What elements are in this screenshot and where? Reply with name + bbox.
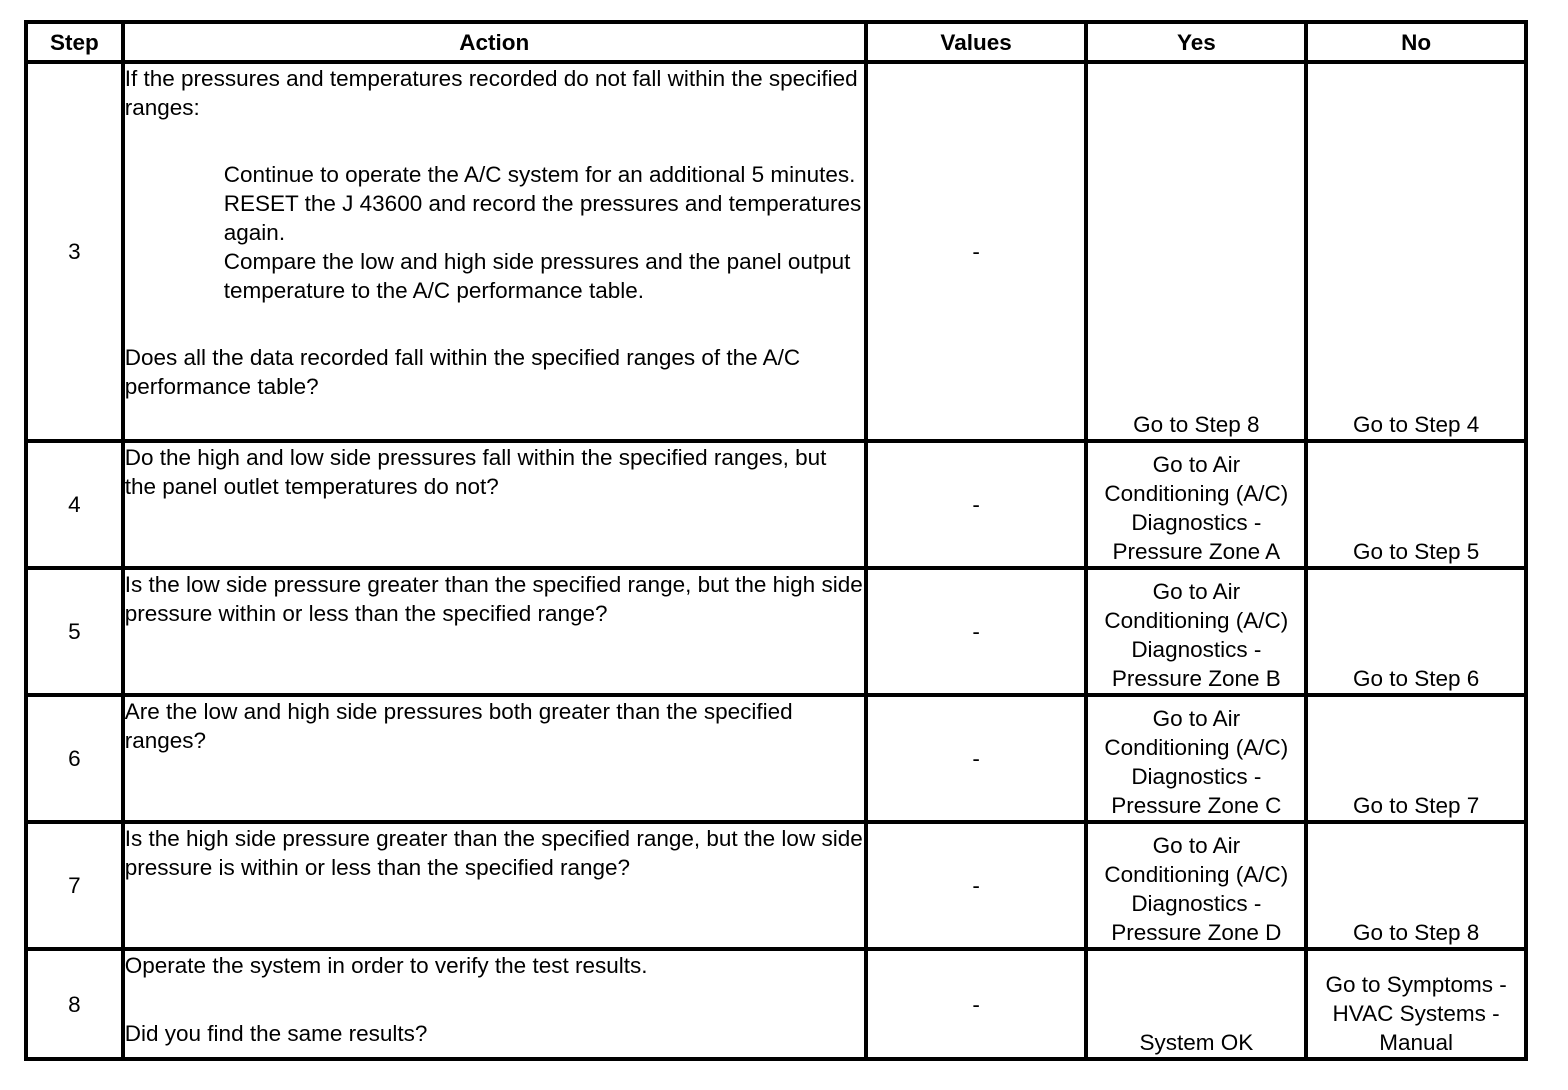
step-number: 4 (26, 441, 123, 568)
action-cell: Is the high side pressure greater than the specified range, but the low side pressure is within or less than the specified range? (123, 822, 866, 949)
table-row (26, 695, 1526, 822)
values-cell: - (866, 568, 1087, 695)
values-cell: - (866, 62, 1087, 441)
action-cell: Do the high and low side pressures fall within the specified ranges, but the panel outlet temperatures do not? (123, 441, 866, 568)
action-question: Did you find the same results? (124, 1021, 428, 1046)
values-cell: - (866, 695, 1087, 822)
values-cell: - (866, 949, 1087, 1059)
table-row (26, 441, 1526, 568)
header-no: No (1306, 22, 1526, 62)
table-row (26, 822, 1526, 949)
yes-cell: System OK (1086, 949, 1306, 1059)
header-step: Step (26, 22, 123, 62)
no-cell: Go to Step 6 (1306, 568, 1526, 695)
action-substep: Compare the low and high side pressures and the panel output temperature to the A/C performance table. (223, 249, 851, 303)
yes-cell: Go to Step 8 (1086, 62, 1306, 441)
step-number: 7 (26, 822, 123, 949)
table-row (26, 62, 1526, 441)
values-cell: - (866, 822, 1087, 949)
action-substep: RESET the J 43600 and record the pressures and temperatures again. (223, 191, 862, 245)
action-cell (123, 62, 866, 441)
no-cell: Go to Step 7 (1306, 695, 1526, 822)
no-cell: Go to Symptoms - HVAC Systems - Manual (1306, 949, 1526, 1059)
action-cell (123, 949, 866, 1059)
header-action: Action (123, 22, 866, 62)
header-yes: Yes (1086, 22, 1306, 62)
step-number: 5 (26, 568, 123, 695)
header-row (26, 22, 1526, 62)
table-row (26, 949, 1526, 1059)
step-number: 6 (26, 695, 123, 822)
no-cell: Go to Step 4 (1306, 62, 1526, 441)
action-question: Does all the data recorded fall within the specified ranges of the A/C performance table? (124, 345, 801, 399)
action-intro: If the pressures and temperatures recorded do not fall within the specified ranges: (124, 66, 858, 120)
yes-cell: Go to Air Conditioning (A/C) Diagnostics - Pressure Zone C (1086, 695, 1306, 822)
no-cell: Go to Step 8 (1306, 822, 1526, 949)
values-cell: - (866, 441, 1087, 568)
action-cell: Is the low side pressure greater than the specified range, but the high side pressure within or less than the specified range? (123, 568, 866, 695)
step-number: 3 (26, 62, 123, 441)
diagnostic-table (24, 20, 1528, 1061)
yes-cell: Go to Air Conditioning (A/C) Diagnostics - Pressure Zone D (1086, 822, 1306, 949)
action-intro: Operate the system in order to verify the test results. (124, 953, 648, 978)
header-values: Values (866, 22, 1087, 62)
table-row (26, 568, 1526, 695)
yes-cell: Go to Air Conditioning (A/C) Diagnostics - Pressure Zone B (1086, 568, 1306, 695)
no-cell: Go to Step 5 (1306, 441, 1526, 568)
step-number: 8 (26, 949, 123, 1059)
yes-cell: Go to Air Conditioning (A/C) Diagnostics - Pressure Zone A (1086, 441, 1306, 568)
action-cell: Are the low and high side pressures both greater than the specified ranges? (123, 695, 866, 822)
action-substep: Continue to operate the A/C system for an additional 5 minutes. (223, 162, 856, 187)
